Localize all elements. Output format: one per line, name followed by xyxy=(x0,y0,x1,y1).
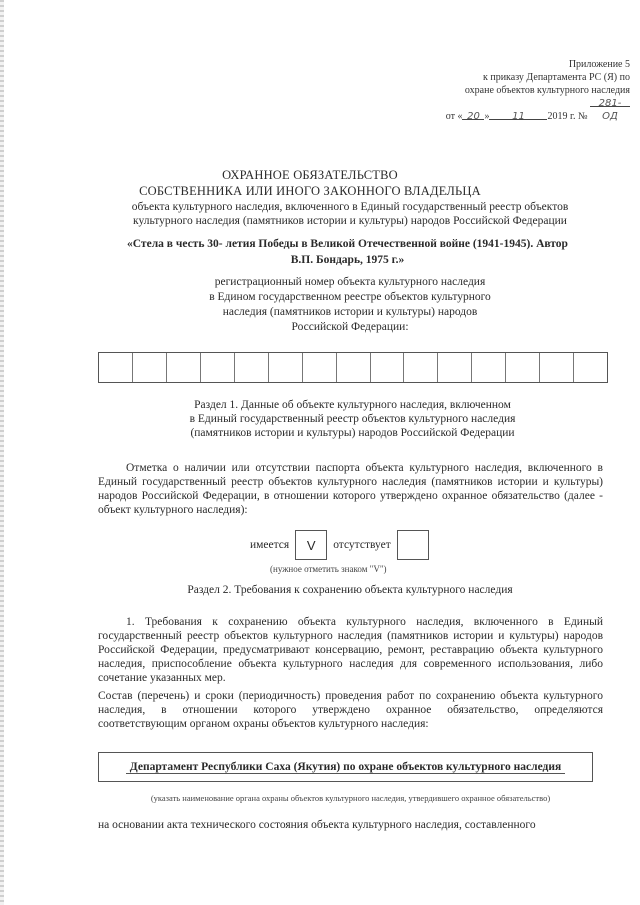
registration-box[interactable] xyxy=(201,353,235,382)
registration-box[interactable] xyxy=(303,353,337,382)
document-title xyxy=(90,167,530,199)
appendix-line-3: охране объектов культурного наследия xyxy=(464,85,630,96)
requirement-1-paragraph: 1. Требования к сохранению объекта культурного наследия, включенного в Единый государственный реестр объектов культурного наследия (памятников истории и культуры) народов Российской Федерации, предусматривают консервацию, ремонт, реставрацию объекта культурного наследия, приспособление объекта культурного наследия для современного использования, либо сочетание указанных мер. xyxy=(98,616,603,684)
authority-name: Департамент Республики Саха (Якутия) по охране объектов культурного наследия xyxy=(126,761,565,774)
date-month: 11 xyxy=(489,110,547,120)
title-line-1: ОХРАННОЕ ОБЯЗАТЕЛЬСТВО xyxy=(222,168,398,182)
requirement-2-paragraph: Состав (перечень) и сроки (периодичность) проведения работ по сохранению объекта культурного наследия, в отношении которого утверждено охранное обязательство, определяются соответствующим органом охраны объектов культурного наследия: xyxy=(98,690,603,730)
passport-absent-checkbox[interactable] xyxy=(397,530,429,560)
date-year: 2019 г. № xyxy=(547,111,588,122)
order-number: 281- ОД xyxy=(590,97,630,107)
object-name-line-1: «Стела в честь 30- летия Победы в Великой Отечественной войне (1941-1945). Автор xyxy=(127,238,568,250)
passport-has-checkbox[interactable]: V xyxy=(295,530,327,560)
subtitle-line-2: культурного наследия (памятников истории и культуры) народов Российской Федерации xyxy=(133,215,567,227)
date-prefix: от « xyxy=(445,111,463,122)
registration-box[interactable] xyxy=(235,353,269,382)
section-1-line-1: Раздел 1. Данные об объекте культурного наследия, включенном xyxy=(194,399,511,411)
passport-hint: (нужное отметить знаком "V") xyxy=(270,564,387,574)
appendix-header xyxy=(400,58,630,123)
section-1-heading xyxy=(130,398,575,440)
registration-number-boxes[interactable] xyxy=(98,352,608,383)
registration-box[interactable] xyxy=(472,353,506,382)
registration-box[interactable] xyxy=(167,353,201,382)
passport-absent-label: отсутствует xyxy=(333,539,391,551)
registration-line-4: Российской Федерации: xyxy=(291,321,409,333)
object-name xyxy=(95,236,600,268)
document-subtitle xyxy=(95,200,605,228)
registration-box[interactable] xyxy=(404,353,438,382)
passport-has-label: имеется xyxy=(250,539,290,551)
appendix-date-line xyxy=(400,97,630,123)
registration-box[interactable] xyxy=(269,353,303,382)
section-1-line-2: в Единый государственный реестр объектов культурного наследия xyxy=(189,413,516,425)
registration-box[interactable] xyxy=(371,353,405,382)
basis-paragraph: на основании акта технического состояния объекта культурного наследия, составленного xyxy=(98,819,536,831)
object-name-line-2: В.П. Бондарь, 1975 г.» xyxy=(290,254,405,266)
registration-box[interactable] xyxy=(99,353,133,382)
subtitle-line-1: объекта культурного наследия, включенного в Единый государственный реестр объектов xyxy=(131,201,569,213)
registration-label xyxy=(150,275,550,335)
date-mid: » xyxy=(484,111,490,122)
title-line-2: СОБСТВЕННИКА ИЛИ ИНОГО ЗАКОННОГО ВЛАДЕЛЬЦА xyxy=(139,184,481,198)
registration-box[interactable] xyxy=(337,353,371,382)
appendix-line-1: Приложение 5 xyxy=(568,59,630,70)
registration-box[interactable] xyxy=(574,353,607,382)
registration-box[interactable] xyxy=(133,353,167,382)
authority-field[interactable] xyxy=(98,752,593,782)
date-day: 20 xyxy=(462,110,484,120)
registration-box[interactable] xyxy=(438,353,472,382)
registration-box[interactable] xyxy=(506,353,540,382)
appendix-line-2: к приказу Департамента РС (Я) по xyxy=(482,72,630,83)
passport-options xyxy=(250,530,435,560)
registration-line-2: в Едином государственном реестре объектов культурного xyxy=(209,291,491,303)
scan-edge xyxy=(0,0,4,905)
registration-line-1: регистрационный номер объекта культурного наследия xyxy=(214,276,486,288)
registration-line-3: наследия (памятников истории и культуры) народов xyxy=(222,306,478,318)
authority-hint: (указать наименование органа охраны объектов культурного наследия, утвердившего охранное обязательство) xyxy=(150,793,551,803)
passport-paragraph: Отметка о наличии или отсутствии паспорта объекта культурного наследия, включенного в Единый государственный реестр объектов культурного наследия (памятников истории и культуры) народов Российской Федерации, в отношении которого утверждено охранное обязательство (далее - объект культурного наследия): xyxy=(98,462,603,516)
section-1-line-3: (памятников истории и культуры) народов Российской Федерации xyxy=(190,427,515,439)
registration-box[interactable] xyxy=(540,353,574,382)
section-2-heading: Раздел 2. Требования к сохранению объекта культурного наследия xyxy=(187,584,513,596)
